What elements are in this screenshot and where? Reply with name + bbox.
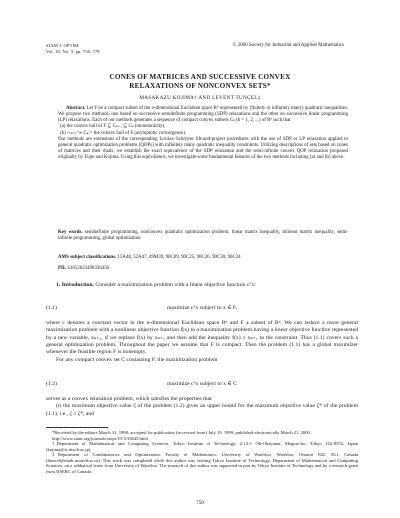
equation-1-2 (46, 381, 358, 389)
footnote-url[interactable]: http://www.siam.org/journals/siopt/10-3/33645.html (52, 435, 148, 441)
journal-name: SIAM J. OPTIM. (46, 43, 80, 48)
equation-number: (1.2) (46, 381, 57, 387)
paper-title (60, 73, 340, 90)
page-number: 750 (196, 500, 204, 506)
keywords-text: semidefinite programming, nonconvex quadratic optimization problem, linear matrix inequality, bilinear matrix inequality, semi-infinite programming, global optimization (58, 230, 348, 242)
intro-text-1: Consider a maximization problem with a linear objective function cᵀx: (95, 282, 256, 288)
footnote-received: *Received by the editors March 31, 1998; accepted for publication (in revised form) July 19, 1999; published electronically March 21, 2000. (52, 430, 311, 435)
intro-paragraph-3 (46, 396, 358, 418)
ams-classifications (58, 255, 348, 261)
equation-number: (1.1) (46, 305, 57, 311)
abstract-text: Let F be a compact subset of the n-dimensional Euclidean space Rⁿ represented by (finitely or infinitely many) quadratic inequalities. We propose two methods, one based on successive semidefinite programming (SDP) relaxations and the other on successive linear programming (LP) relaxations. Each of our methods generates a sequence of compact convex subsets Cₖ (k = 1, 2, ...) of Rⁿ such that (58, 106, 348, 124)
intro-text-5: (i) the maximum objective value ζ of the problem (1.2) gives an upper bound for the maximum objective value ζ* of the problem (1.1), i.e., ζ ≥ ζ*, and (46, 403, 358, 417)
equation-body: maximize cᵀx subject to x ∈ F, (166, 305, 238, 311)
intro-text-2: where c denotes a constant vector in the n-dimensional Euclidean space Rⁿ and F a subset of Rⁿ. We can reduce a more general maximization problem with a nonlinear objective function f(x) to a maximization problem having a linear objective function represented by a new variable, xₙ₊₁, if we replace f(x) by xₙ₊₁ and then add the inequality f(x) ≥ xₙ₊₁ to the constraint. Thus (1.1) covers such a general optimization problem. Throughout the paper we assume that F is compact. Then the problem (1.1) has a global maximizer whenever the feasible region F is nonempty. (46, 320, 358, 356)
abstract-text-2: Our methods are extensions of the corresponding Lovász–Schrijver lift-and-project procedures with the use of SDP or LP relaxation applied to general quadratic optimization problems (QOPs) with infinitely many quadratic inequality constraints. Utilizing descriptions of sets based on cones of matrices and their duals, we establish the exact equivalence of the SDP relaxation and the semi-infinite convex QOP relaxation proposed originally by Fujie and Kojima. Using this equivalence, we investigate some fundamental features of the two methods including (a) and (b) above. (58, 136, 348, 161)
intro-text-3: For any compact convex set C containing F, the maximization problem (56, 356, 218, 363)
abstract-item-b: (b) ∩ₖ₌₁^∞ Cₖ = the convex hull of F (asymptotic convergence). (60, 130, 187, 136)
ams-label: AMS subject classifications. (58, 255, 117, 260)
abstract-item-a: (a) the convex hull of F ⊆ Cₖ₊₁ ⊆ Cₖ (monotonicity), (60, 124, 166, 130)
title-line-1: CONES OF MATRICES AND SUCCESSIVE CONVEX (109, 73, 291, 81)
footnote-rule (46, 427, 108, 428)
pii (58, 266, 348, 272)
footnote-author-2: ‡Department of Combinatorics and Optimization, Faculty of Mathematics, University of Waterloo, Waterloo, Ontario N2L 3G1, Canada (ltuncel@math.uwaterloo.ca). This work was completed while this author was visiting Tokyo Institute of Technology, Department of Mathematical and Computing Sciences, on a sabbatical leave from University of Waterloo. The research of this author was supported in part by Tokyo Institute of Technology and by a research grant from NSERC of Canada. (46, 452, 358, 474)
intro-paragraph-1 (46, 282, 358, 289)
equation-1-1 (46, 305, 358, 313)
abstract (58, 106, 348, 161)
keywords (58, 230, 348, 242)
authors: MASAKAZU KOJIMA† AND LEVENT TUNÇEL‡ (139, 95, 261, 101)
footnote-author-1: †Department of Mathematical and Computing Sciences, Tokyo Institute of Technology, 2-12-1 Oh-Okayama, Meguro-ku, Tokyo 152-8552, Japan (kojima@is.titech.ac.jp). (46, 441, 358, 452)
keywords-label: Key words. (58, 230, 83, 235)
intro-paragraph-2 (46, 320, 358, 364)
abstract-label: Abstract. (66, 106, 86, 111)
intro-text-4: serves as a convex relaxation problem, which satisfies the properties that (46, 396, 212, 402)
journal-header (46, 43, 100, 55)
footnotes (46, 430, 358, 474)
copyright-notice: © 2000 Society for Industrial and Applied Mathematics (232, 43, 344, 48)
journal-volume: Vol. 10, No. 3, pp. 750–778 (46, 49, 100, 54)
title-line-2: RELAXATIONS OF NONCONVEX SETS* (129, 81, 271, 90)
pii-text: S1052623498336450 (67, 266, 110, 271)
equation-body: maximize cᵀx subject to x ∈ C (167, 381, 237, 387)
pii-label: PII. (58, 266, 67, 271)
ams-text: 15A48, 52A47, 49M39, 90C09, 90C25, 90C26, 90C30, 90C34 (117, 255, 241, 260)
section-heading: 1. Introduction. (56, 282, 94, 288)
